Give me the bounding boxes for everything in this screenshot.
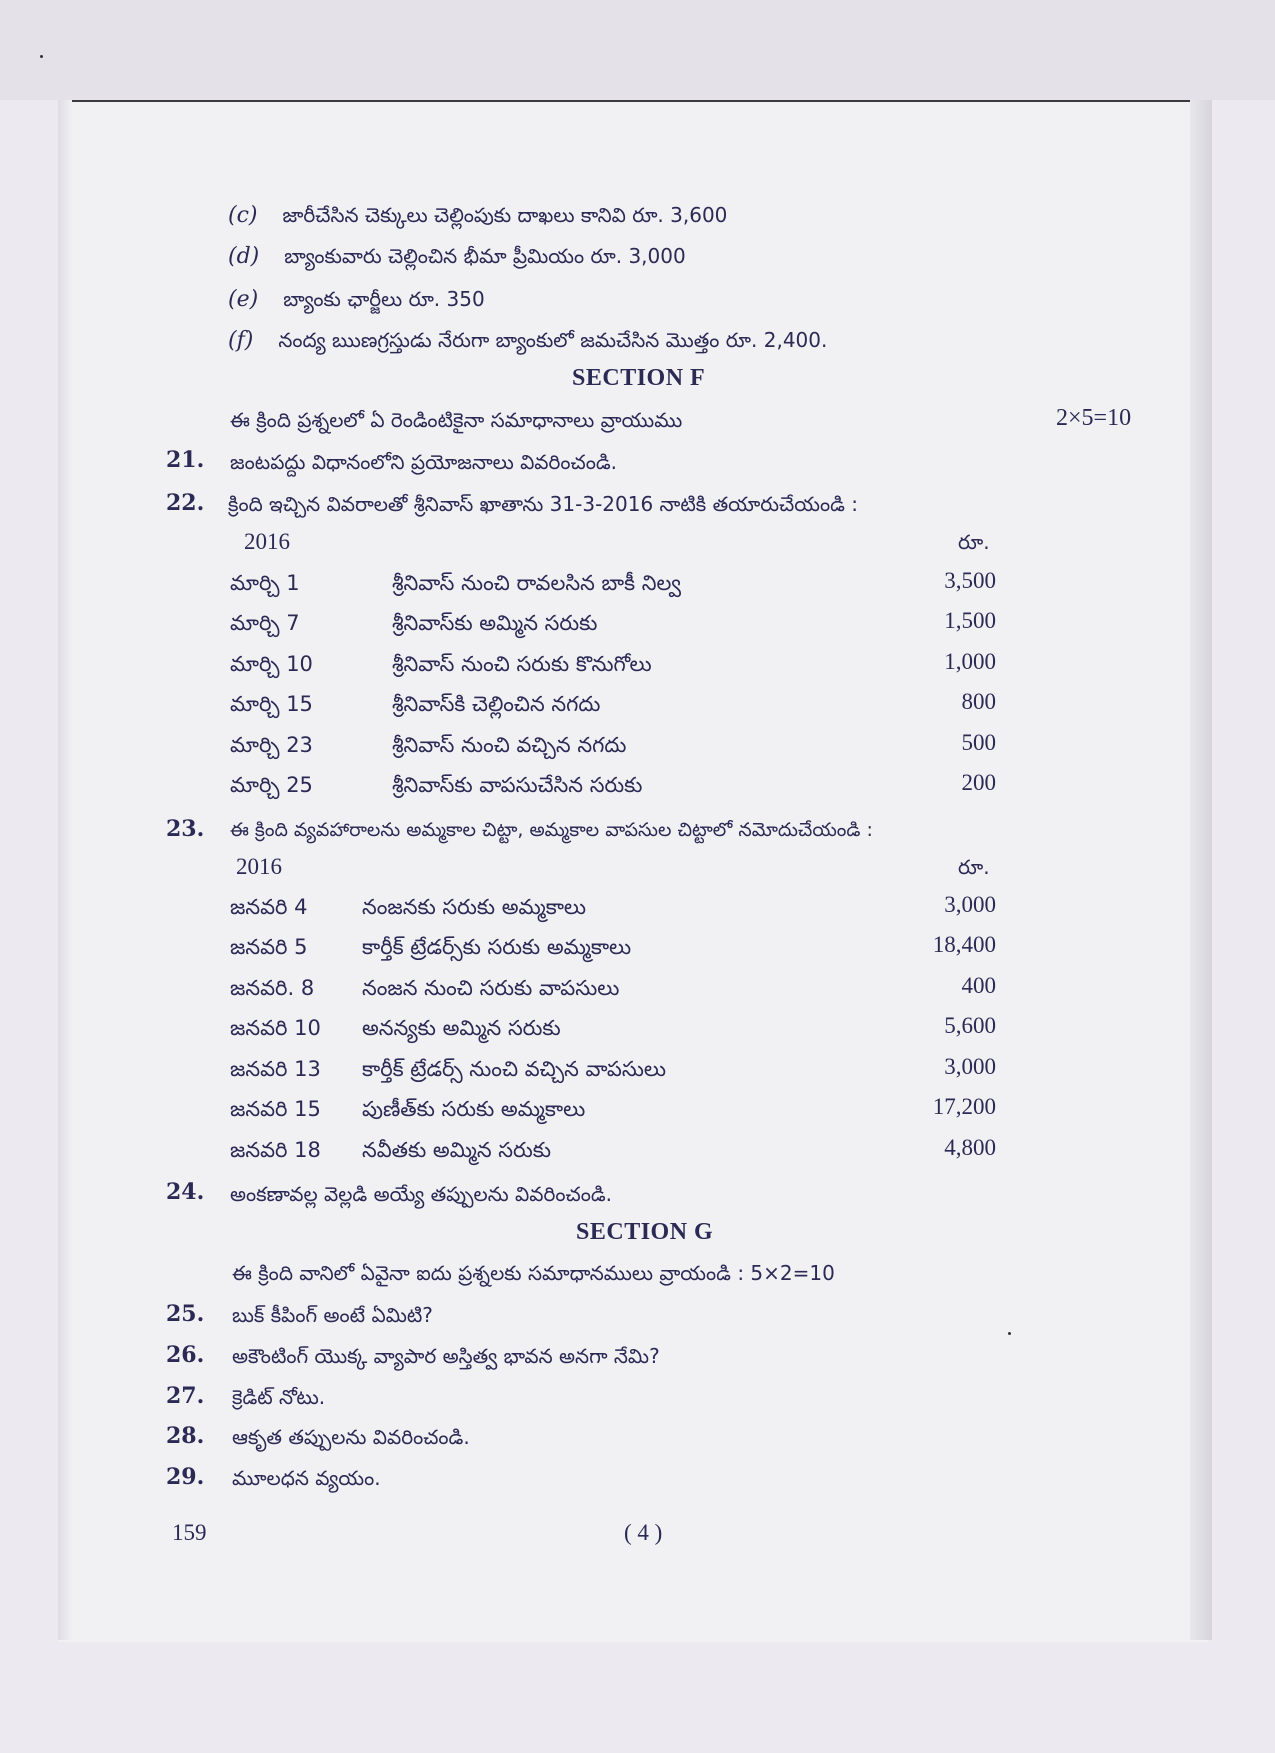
row-amount: 800	[961, 689, 996, 714]
question-number: 27.	[166, 1383, 205, 1409]
question-24-text: అంకణావల్ల వెల్లడి అయ్యే తప్పులను వివరించండి.	[230, 1182, 612, 1206]
q23-currency: రూ.	[958, 855, 990, 879]
question-22-text: క్రింది ఇచ్చిన వివరాలతో శ్రీనివాస్ ఖాతాను 31-3-2016 నాటికి తయారుచేయండి :	[228, 492, 859, 516]
item-c	[228, 200, 727, 231]
row-date: జనవరి 10	[230, 1016, 321, 1040]
item-text: జారీచేసిన చెక్కులు చెల్లింపుకు దాఖలు కానివి రూ. 3,600	[282, 203, 728, 227]
item-text: నంద్య ఋణగ్రస్తుడు నేరుగా బ్యాంకులో జమచేసిన మొత్తం రూ. 2,400.	[278, 328, 828, 352]
row-date: మార్చి 7	[230, 611, 300, 635]
question-number: 25.	[166, 1301, 205, 1327]
question-23-text: ఈ క్రింది వ్యవహారాలను అమ్మకాల చిట్టా, అమ్మకాల వాపసుల చిట్టాలో నమోదుచేయండి :	[230, 819, 873, 841]
row-amount: 400	[961, 973, 996, 998]
row-description: శ్రీనివాస్‌కు వాపసుచేసిన సరుకు	[392, 773, 643, 797]
row-date: జనవరి 4	[230, 895, 308, 919]
row-amount: 500	[961, 730, 996, 755]
row-date: మార్చి 23	[230, 733, 313, 757]
section-g-heading: SECTION G	[576, 1219, 714, 1245]
row-description: శ్రీనివాస్ నుంచి సరుకు కొనుగోలు	[392, 652, 652, 676]
question-29-text: మూలధన వ్యయం.	[232, 1466, 381, 1490]
page-number: ( 4 )	[624, 1520, 663, 1545]
row-amount: 1,500	[944, 608, 996, 633]
row-amount: 5,600	[944, 1013, 996, 1038]
row-amount: 3,000	[944, 1054, 996, 1079]
question-number: 29.	[166, 1464, 205, 1490]
question-number: 21.	[166, 447, 205, 473]
row-amount: 3,500	[944, 568, 996, 593]
question-26-text: అకౌంటింగ్ యొక్క వ్యాపార అస్తిత్వ భావన అనగా నేమి?	[232, 1344, 660, 1368]
section-g-instruction: ఈ క్రింది వానిలో ఏవైనా ఐదు ప్రశ్నలకు సమాధానములు వ్రాయండి : 5×2=10	[232, 1261, 835, 1285]
row-date: జనవరి 18	[230, 1138, 321, 1162]
question-number: 24.	[166, 1179, 205, 1205]
scan-speck	[1008, 1332, 1011, 1335]
item-label: (f)	[228, 328, 254, 353]
question-25-text: బుక్ కీపింగ్ అంటే ఏమిటి?	[232, 1303, 433, 1327]
row-description: శ్రీనివాస్ నుంచి వచ్చిన నగదు	[392, 733, 627, 757]
question-28-text: ఆకృత తప్పులను వివరించండి.	[232, 1425, 470, 1449]
row-date: జనవరి 13	[230, 1057, 321, 1081]
row-date: మార్చి 10	[230, 652, 313, 676]
row-description: నంజన నుంచి సరుకు వాపసులు	[362, 976, 620, 1000]
question-27-text: క్రెడిట్ నోటు.	[232, 1385, 326, 1409]
row-description: శ్రీనివాస్ నుంచి రావలసిన బాకీ నిల్వ	[392, 571, 682, 595]
row-amount: 1,000	[944, 649, 996, 674]
section-f-heading: SECTION F	[572, 365, 706, 391]
row-date: జనవరి 15	[230, 1097, 321, 1121]
question-21-text: జంటపద్దు విధానంలోని ప్రయోజనాలు వివరించండి.	[230, 450, 618, 474]
row-description: పుణీత్‌కు సరుకు అమ్మకాలు	[362, 1097, 586, 1121]
row-date: మార్చి 25	[230, 773, 313, 797]
item-text: బ్యాంకు ఛార్జీలు రూ. 350	[283, 287, 485, 311]
row-date: జనవరి. 8	[230, 976, 315, 1000]
question-number: 23.	[166, 816, 205, 842]
item-f	[228, 325, 827, 356]
question-number: 28.	[166, 1423, 205, 1449]
q22-year: 2016	[244, 529, 290, 554]
row-description: కార్తీక్ ట్రేడర్స్ నుంచి వచ్చిన వాపసులు	[362, 1057, 667, 1081]
section-f-instruction: ఈ క్రింది ప్రశ్నలలో ఏ రెండింటికైనా సమాధానాలు వ్రాయుము	[230, 408, 683, 432]
q22-currency: రూ.	[958, 530, 990, 554]
question-number: 22.	[166, 490, 205, 516]
row-date: జనవరి 5	[230, 935, 308, 959]
item-text: బ్యాంకువారు చెల్లించిన భీమా ప్రీమియం రూ. 3,000	[284, 244, 686, 268]
scan-background-top	[0, 0, 1275, 100]
scan-speck	[40, 55, 43, 58]
row-amount: 17,200	[932, 1094, 996, 1119]
item-e	[228, 284, 485, 315]
row-description: కార్తీక్ ట్రేడర్స్‌కు సరుకు అమ్మకాలు	[362, 935, 632, 959]
row-date: మార్చి 15	[230, 692, 313, 716]
item-label: (d)	[228, 244, 260, 269]
section-f-marks: 2×5=10	[1056, 405, 1132, 431]
page-edge-left	[58, 100, 72, 1640]
item-label: (c)	[228, 203, 258, 228]
row-description: శ్రీనివాస్‌కు అమ్మిన సరుకు	[392, 611, 598, 635]
item-d	[228, 241, 686, 272]
row-amount: 18,400	[932, 932, 996, 957]
row-description: శ్రీనివాస్‌కి చెల్లించిన నగదు	[392, 692, 601, 716]
row-amount: 3,000	[944, 892, 996, 917]
item-label: (e)	[228, 287, 259, 312]
row-date: మార్చి 1	[230, 571, 300, 595]
row-amount: 200	[961, 770, 996, 795]
question-number: 26.	[166, 1342, 205, 1368]
row-description: నవీతకు అమ్మిన సరుకు	[362, 1138, 551, 1162]
page-edge-right	[1190, 100, 1212, 1640]
row-description: నంజనకు సరుకు అమ్మకాలు	[362, 895, 587, 919]
row-description: అనన్యకు అమ్మిన సరుకు	[362, 1016, 561, 1040]
q23-year: 2016	[236, 854, 282, 879]
paper-code: 159	[172, 1520, 207, 1545]
row-amount: 4,800	[944, 1135, 996, 1160]
